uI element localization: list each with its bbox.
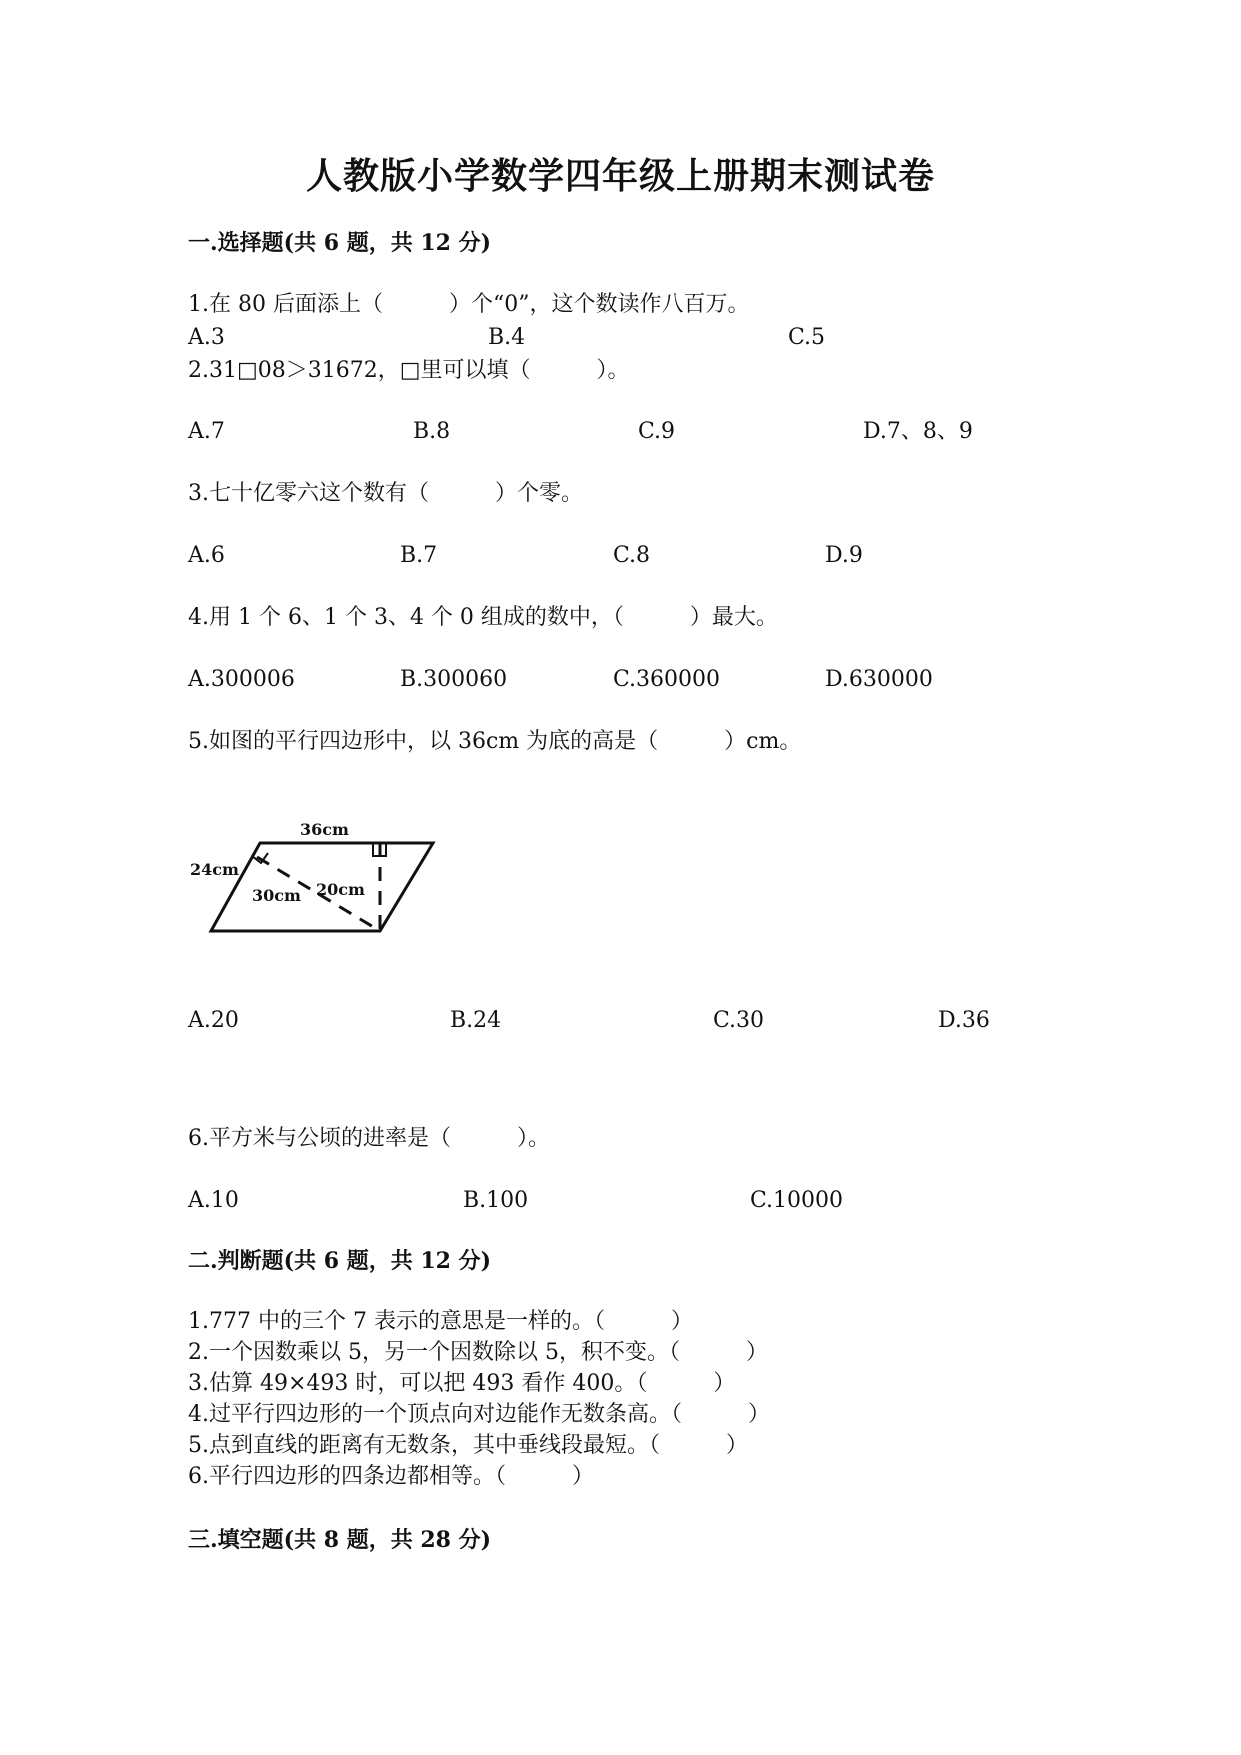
label-30cm: 30cm — [252, 886, 301, 905]
question-3: 3.七十亿零六这个数有（ ）个零。 — [188, 481, 583, 506]
label-20cm: 20cm — [316, 880, 365, 899]
section-heading-fill: 三.填空题(共 8 题，共 28 分) — [188, 1527, 492, 1553]
q4-option-b: B.300060 — [400, 667, 508, 692]
label-36cm: 36cm — [300, 820, 349, 839]
judge-item-6: 6.平行四边形的四条边都相等。（ ） — [188, 1464, 594, 1489]
judge-item-1: 1.777 中的三个 7 表示的意思是一样的。（ ） — [188, 1309, 693, 1334]
question-2: 2.31□08＞31672，□里可以填（ ）。 — [188, 358, 630, 383]
section-heading-choice: 一.选择题(共 6 题，共 12 分) — [188, 230, 492, 256]
judge-item-5: 5.点到直线的距离有无数条，其中垂线段最短。（ ） — [188, 1433, 748, 1458]
question-1: 1.在 80 后面添上（ ）个“0”，这个数读作八百万。 — [188, 292, 750, 317]
section-heading-judge: 二.判断题(共 6 题，共 12 分) — [188, 1248, 492, 1274]
q2-option-b: B.8 — [413, 419, 451, 444]
question-6: 6.平方米与公顷的进率是（ ）。 — [188, 1126, 550, 1151]
q5-option-c: C.30 — [713, 1008, 765, 1033]
q4-option-c: C.360000 — [613, 667, 721, 692]
q2-option-a: A.7 — [188, 419, 225, 444]
judge-item-4: 4.过平行四边形的一个顶点向对边能作无数条高。（ ） — [188, 1402, 770, 1427]
q2-option-d: D.7、8、9 — [863, 419, 973, 444]
q3-option-c: C.8 — [613, 543, 651, 568]
page-title: 人教版小学数学四年级上册期末测试卷 — [305, 155, 935, 197]
q6-option-c: C.10000 — [750, 1188, 844, 1213]
q2-option-c: C.9 — [638, 419, 676, 444]
question-4: 4.用 1 个 6、1 个 3、4 个 0 组成的数中，（ ）最大。 — [188, 605, 778, 630]
judge-item-3: 3.估算 49×493 时，可以把 493 看作 400。（ ） — [188, 1371, 736, 1396]
q6-option-a: A.10 — [188, 1188, 239, 1213]
q3-option-d: D.9 — [825, 543, 863, 568]
q5-option-d: D.36 — [938, 1008, 990, 1033]
q1-option-a: A.3 — [188, 325, 225, 350]
q5-option-a: A.20 — [188, 1008, 239, 1033]
question-5: 5.如图的平行四边形中，以 36cm 为底的高是（ ）cm。 — [188, 729, 802, 754]
label-24cm: 24cm — [190, 860, 239, 879]
q1-option-b: B.4 — [488, 325, 526, 350]
q4-option-d: D.630000 — [825, 667, 933, 692]
q4-option-a: A.300006 — [188, 667, 295, 692]
judge-item-2: 2.一个因数乘以 5，另一个因数除以 5，积不变。（ ） — [188, 1340, 768, 1365]
q3-option-b: B.7 — [400, 543, 438, 568]
parallelogram-figure — [190, 815, 440, 950]
q5-option-b: B.24 — [450, 1008, 502, 1033]
q3-option-a: A.6 — [188, 543, 225, 568]
q1-option-c: C.5 — [788, 325, 826, 350]
q6-option-b: B.100 — [463, 1188, 529, 1213]
